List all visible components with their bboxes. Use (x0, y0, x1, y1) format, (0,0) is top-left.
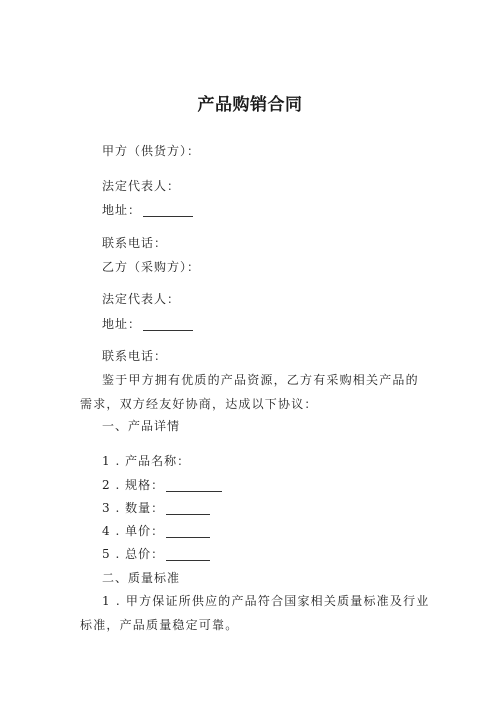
party-a-address-label: 地址： (102, 203, 142, 217)
preamble-paragraph: 鉴于甲方拥有优质的产品资源，乙方有采购相关产品的需求，双方经友好协商，达成以下协议： (80, 373, 419, 411)
quantity-blank (166, 502, 210, 515)
party-a-phone: 联系电话： (102, 236, 168, 250)
party-a-address-blank (143, 204, 193, 217)
section-1-heading: 一、产品详情 (102, 419, 181, 433)
party-a-legal-rep: 法定代表人： (102, 179, 181, 193)
product-name-item: 1 . 产品名称： (102, 454, 191, 468)
party-a-label: 甲方（供货方）： (102, 144, 201, 158)
spec-item (102, 477, 222, 493)
total-price-item (102, 546, 210, 562)
party-a-address (102, 202, 193, 218)
page-title: 产品购销合同 (197, 95, 303, 115)
unit-price-item (102, 523, 210, 539)
section-2-heading: 二、质量标准 (102, 571, 181, 585)
quality-clause-1: 1 . 甲方保证所供应的产品符合国家相关质量标准及行业标准，产品质量稳定可靠。 (80, 594, 430, 632)
spec-blank (166, 479, 222, 492)
quantity-item (102, 500, 210, 516)
unit-price-blank (166, 525, 210, 538)
unit-price-label: 4 . 单价： (102, 524, 165, 538)
total-price-blank (166, 548, 210, 561)
quantity-label: 3 . 数量： (102, 501, 165, 515)
party-b-address-blank (143, 318, 193, 331)
total-price-label: 5 . 总价： (102, 547, 165, 561)
party-b-legal-rep: 法定代表人： (102, 292, 181, 306)
party-b-phone: 联系电话： (102, 349, 168, 363)
party-b-address (102, 316, 193, 332)
party-b-label: 乙方（采购方）： (102, 260, 201, 274)
party-b-address-label: 地址： (102, 317, 142, 331)
spec-label: 2 . 规格： (102, 478, 165, 492)
